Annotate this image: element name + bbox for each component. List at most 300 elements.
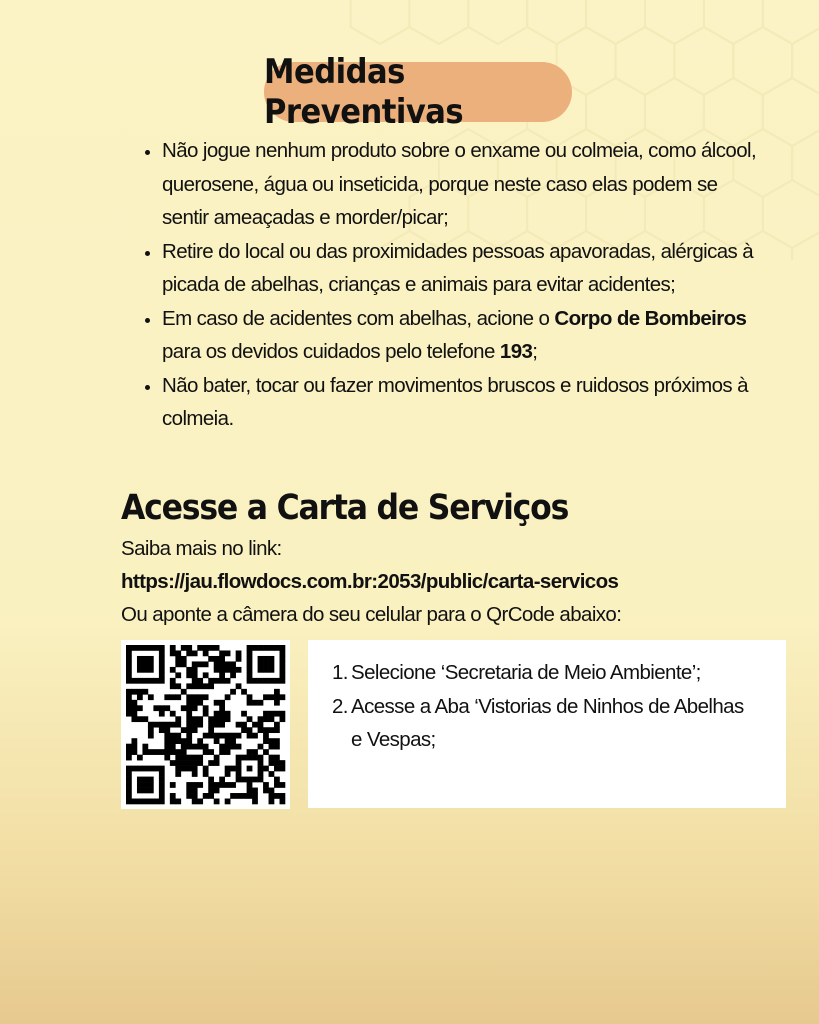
qr-module xyxy=(252,777,258,783)
qr-module xyxy=(192,667,198,673)
qr-module xyxy=(192,722,198,728)
qr-module xyxy=(192,661,198,667)
qr-module xyxy=(280,793,286,799)
qr-module xyxy=(175,738,181,744)
qr-module xyxy=(274,793,280,799)
qr-module xyxy=(148,749,154,755)
qr-module xyxy=(208,678,214,684)
qr-module xyxy=(192,760,198,766)
qr-module xyxy=(192,782,198,788)
services-heading: Acesse a Carta de Serviços xyxy=(121,488,569,528)
qr-module xyxy=(170,722,176,728)
qr-module xyxy=(219,650,225,656)
qr-module xyxy=(126,650,132,656)
qr-module xyxy=(280,782,286,788)
qr-module xyxy=(214,656,220,662)
qr-module xyxy=(137,689,143,695)
qr-module xyxy=(219,661,225,667)
qr-module xyxy=(164,727,170,733)
qr-module xyxy=(175,766,181,772)
qr-module xyxy=(181,727,187,733)
qr-module xyxy=(186,700,192,706)
qr-module xyxy=(214,711,220,717)
qr-module xyxy=(280,766,286,772)
qr-module xyxy=(142,661,148,667)
qr-module xyxy=(170,694,176,700)
qr-code-icon[interactable] xyxy=(121,640,290,809)
qr-module xyxy=(142,749,148,755)
qr-module xyxy=(186,694,192,700)
qr-module xyxy=(192,683,198,689)
qr-module xyxy=(175,755,181,761)
qr-module xyxy=(236,683,242,689)
hexagon-shape xyxy=(468,0,527,44)
qr-module xyxy=(214,716,220,722)
qr-module xyxy=(263,749,269,755)
qr-module xyxy=(175,722,181,728)
qr-module xyxy=(148,661,154,667)
qr-module xyxy=(170,749,176,755)
qr-module xyxy=(175,733,181,739)
qr-module xyxy=(126,711,132,717)
qr-module xyxy=(142,645,148,651)
qr-module xyxy=(214,760,220,766)
qr-module xyxy=(170,744,176,750)
qr-module xyxy=(137,766,143,772)
qr-module xyxy=(153,722,159,728)
qr-module xyxy=(247,733,253,739)
qr-module xyxy=(280,650,286,656)
qr-module xyxy=(203,672,209,678)
qr-module xyxy=(159,788,165,794)
qr-module xyxy=(137,716,143,722)
qr-module xyxy=(269,727,275,733)
qr-module xyxy=(263,645,269,651)
qr-module xyxy=(230,738,236,744)
qr-module xyxy=(269,656,275,662)
qr-module xyxy=(192,672,198,678)
qr-module xyxy=(214,738,220,744)
qr-module xyxy=(247,749,253,755)
qr-module xyxy=(258,645,264,651)
list-item: 2. Acesse a Aba ‘Vistorias de Ninhos de Abelhas e Vespas; xyxy=(332,694,744,751)
qr-module xyxy=(148,678,154,684)
qr-module xyxy=(263,716,269,722)
services-link[interactable]: https://jau.flowdocs.com.br:2053/public/carta-servicos xyxy=(121,570,619,593)
qr-module xyxy=(175,799,181,805)
qr-module xyxy=(186,744,192,750)
qr-module xyxy=(126,744,132,750)
qr-module xyxy=(280,667,286,673)
qr-module xyxy=(225,650,231,656)
qr-module xyxy=(225,771,231,777)
qr-module xyxy=(208,733,214,739)
qr-module xyxy=(159,727,165,733)
qr-module xyxy=(236,733,242,739)
qr-module xyxy=(225,749,231,755)
qr-module xyxy=(280,656,286,662)
qr-module xyxy=(247,793,253,799)
qr-module xyxy=(148,727,154,733)
qr-module xyxy=(280,678,286,684)
qr-module xyxy=(274,722,280,728)
qr-module xyxy=(197,782,203,788)
qr-module xyxy=(192,694,198,700)
qr-module xyxy=(170,650,176,656)
qr-module xyxy=(181,749,187,755)
qr-module xyxy=(192,744,198,750)
qr-module xyxy=(208,777,214,783)
qr-module xyxy=(280,694,286,700)
qr-module xyxy=(159,672,165,678)
qr-module xyxy=(258,661,264,667)
qr-module xyxy=(258,716,264,722)
qr-module xyxy=(214,722,220,728)
qr-module xyxy=(175,694,181,700)
qr-module xyxy=(219,722,225,728)
qr-module xyxy=(225,738,231,744)
qr-module xyxy=(137,661,143,667)
qr-module xyxy=(269,793,275,799)
qr-module xyxy=(159,645,165,651)
hexagon-shape xyxy=(733,27,792,95)
qr-module xyxy=(197,700,203,706)
qr-module xyxy=(269,788,275,794)
qr-module xyxy=(175,661,181,667)
emergency-phone: 193 xyxy=(499,340,533,363)
qr-module xyxy=(126,700,132,706)
qr-module xyxy=(181,738,187,744)
qr-module xyxy=(186,733,192,739)
qr-module xyxy=(197,722,203,728)
qr-module xyxy=(170,782,176,788)
qr-module xyxy=(214,678,220,684)
qr-module xyxy=(236,771,242,777)
qr-module xyxy=(208,782,214,788)
qr-module xyxy=(175,760,181,766)
qr-module xyxy=(214,799,220,805)
qr-module xyxy=(186,683,192,689)
qr-module xyxy=(263,661,269,667)
qr-module xyxy=(274,711,280,717)
qr-module xyxy=(241,793,247,799)
qr-module xyxy=(137,782,143,788)
qr-module xyxy=(186,645,192,651)
qr-module xyxy=(159,766,165,772)
qr-module xyxy=(269,760,275,766)
qr-module xyxy=(148,782,154,788)
qr-module xyxy=(126,705,132,711)
qr-module xyxy=(131,738,137,744)
qr-module xyxy=(203,661,209,667)
qr-module xyxy=(126,667,132,673)
qr-module xyxy=(258,744,264,750)
qr-module xyxy=(214,782,220,788)
qr-module xyxy=(230,672,236,678)
qr-module xyxy=(274,727,280,733)
qr-module xyxy=(252,700,258,706)
qr-module xyxy=(230,667,236,673)
qr-module xyxy=(258,727,264,733)
qr-module xyxy=(230,793,236,799)
hexagon-shape xyxy=(674,27,733,95)
qr-module xyxy=(219,656,225,662)
qr-module xyxy=(214,788,220,794)
qr-module xyxy=(137,705,143,711)
qr-module xyxy=(192,727,198,733)
qr-module xyxy=(131,716,137,722)
qr-module xyxy=(170,760,176,766)
qr-module xyxy=(126,672,132,678)
qr-module xyxy=(241,755,247,761)
qr-module xyxy=(263,694,269,700)
qr-module xyxy=(186,650,192,656)
qr-module xyxy=(263,678,269,684)
qr-module xyxy=(192,678,198,684)
qr-module xyxy=(126,782,132,788)
qr-module xyxy=(280,799,286,805)
qr-module xyxy=(214,755,220,761)
qr-module xyxy=(153,678,159,684)
qr-module xyxy=(197,645,203,651)
qr-module xyxy=(274,694,280,700)
qr-module xyxy=(247,777,253,783)
qr-module xyxy=(230,782,236,788)
qr-module xyxy=(269,661,275,667)
qr-module xyxy=(241,722,247,728)
qr-module xyxy=(164,738,170,744)
qr-module xyxy=(159,705,165,711)
qr-module xyxy=(269,738,275,744)
qr-module xyxy=(236,793,242,799)
qr-module xyxy=(142,788,148,794)
qr-module xyxy=(148,645,154,651)
qr-module xyxy=(219,716,225,722)
qr-module xyxy=(137,694,143,700)
qr-module xyxy=(208,749,214,755)
qr-module xyxy=(164,733,170,739)
qr-module xyxy=(142,744,148,750)
qr-module xyxy=(225,716,231,722)
qr-module xyxy=(252,678,258,684)
qr-module xyxy=(203,711,209,717)
qr-module xyxy=(175,716,181,722)
qr-module xyxy=(203,705,209,711)
qr-module xyxy=(269,645,275,651)
qr-module xyxy=(258,722,264,728)
qr-module xyxy=(170,645,176,651)
qr-module xyxy=(269,755,275,761)
qr-module xyxy=(126,799,132,805)
qr-module xyxy=(274,738,280,744)
qr-module xyxy=(164,744,170,750)
qr-module xyxy=(186,722,192,728)
qr-module xyxy=(252,733,258,739)
qr-module xyxy=(159,722,165,728)
qr-module xyxy=(225,744,231,750)
qr-module xyxy=(192,650,198,656)
qr-module xyxy=(263,766,269,772)
qr-module xyxy=(181,661,187,667)
qr-module xyxy=(208,645,214,651)
qr-module xyxy=(186,755,192,761)
qr-module xyxy=(131,678,137,684)
qr-module xyxy=(159,667,165,673)
qr-module xyxy=(126,656,132,662)
qr-module xyxy=(203,749,209,755)
list-item: • Não bater, tocar ou fazer movimentos bruscos e ruidosos próximos à colmeia. xyxy=(162,369,762,436)
qr-module xyxy=(236,667,242,673)
qr-module xyxy=(153,705,159,711)
qr-module xyxy=(137,645,143,651)
qr-module xyxy=(263,727,269,733)
qr-module xyxy=(219,744,225,750)
qr-module xyxy=(142,782,148,788)
qr-module xyxy=(192,766,198,772)
list-item: • Não jogue nenhum produto sobre o enxame ou colmeia, como álcool, querosene, água ou inseticida, porque neste caso elas podem se sentir ameaçadas e morder/picar; xyxy=(162,134,762,235)
qr-module xyxy=(241,777,247,783)
qr-module xyxy=(203,645,209,651)
qr-module xyxy=(225,661,231,667)
qr-module xyxy=(137,656,143,662)
qr-module xyxy=(137,799,143,805)
qr-module xyxy=(197,716,203,722)
qr-module xyxy=(252,645,258,651)
qr-module xyxy=(203,733,209,739)
qr-module xyxy=(280,661,286,667)
qr-module xyxy=(148,667,154,673)
qr-module xyxy=(219,678,225,684)
qr-module xyxy=(186,672,192,678)
qr-module xyxy=(247,678,253,684)
qr-module xyxy=(131,700,137,706)
qr-module xyxy=(137,678,143,684)
qr-module xyxy=(192,700,198,706)
qr-module xyxy=(131,799,137,805)
services-intro: Saiba mais no link: xyxy=(121,537,282,560)
qr-module xyxy=(230,733,236,739)
qr-module xyxy=(274,760,280,766)
qr-module xyxy=(197,683,203,689)
qr-module xyxy=(258,656,264,662)
qr-module xyxy=(126,694,132,700)
qr-module xyxy=(241,689,247,695)
list-item: 1. Selecione ‘Secretaria de Meio Ambiente’; xyxy=(332,661,701,684)
qr-module xyxy=(219,777,225,783)
qr-module xyxy=(164,722,170,728)
qr-module xyxy=(142,766,148,772)
qr-module xyxy=(208,760,214,766)
qr-module xyxy=(214,700,220,706)
qr-module xyxy=(280,672,286,678)
instructions-list xyxy=(332,656,752,757)
qr-module xyxy=(126,689,132,695)
qr-module xyxy=(192,716,198,722)
qr-module xyxy=(252,788,258,794)
qr-module xyxy=(263,782,269,788)
qr-module xyxy=(159,777,165,783)
qr-module xyxy=(247,645,253,651)
qr-module xyxy=(252,793,258,799)
qr-module xyxy=(274,689,280,695)
qr-module xyxy=(131,744,137,750)
qr-module xyxy=(159,678,165,684)
qr-module xyxy=(247,700,253,706)
qr-module xyxy=(181,656,187,662)
hexagon-shape xyxy=(645,0,704,44)
qr-module xyxy=(126,755,132,761)
qr-module xyxy=(263,711,269,717)
qr-module xyxy=(197,661,203,667)
qr-module xyxy=(159,661,165,667)
qr-module xyxy=(170,667,176,673)
qr-module xyxy=(197,744,203,750)
qr-module xyxy=(137,788,143,794)
qr-module xyxy=(219,667,225,673)
qr-module xyxy=(126,661,132,667)
qr-module xyxy=(181,760,187,766)
qr-module xyxy=(197,738,203,744)
qr-module xyxy=(219,782,225,788)
qr-module xyxy=(197,799,203,805)
qr-module xyxy=(236,755,242,761)
qr-module xyxy=(175,656,181,662)
qr-module xyxy=(186,766,192,772)
qr-module xyxy=(153,766,159,772)
list-item: • Retire do local ou das proximidades pessoas apavoradas, alérgicas à picada de abelhas, crianças e animais para evitar acidentes; xyxy=(162,235,762,302)
qr-module xyxy=(203,744,209,750)
qr-module xyxy=(153,799,159,805)
qr-module xyxy=(159,650,165,656)
qr-module xyxy=(192,799,198,805)
qr-module xyxy=(159,799,165,805)
qr-module xyxy=(214,667,220,673)
qr-module xyxy=(126,766,132,772)
qr-module xyxy=(159,793,165,799)
qr-module xyxy=(247,755,253,761)
qr-module xyxy=(208,683,214,689)
qr-module xyxy=(236,650,242,656)
qr-module xyxy=(230,744,236,750)
qr-module xyxy=(131,689,137,695)
qr-module xyxy=(181,689,187,695)
qr-module xyxy=(181,705,187,711)
hexagon-shape xyxy=(586,0,645,44)
qr-module xyxy=(170,678,176,684)
qr-module xyxy=(186,727,192,733)
qr-module xyxy=(186,793,192,799)
qr-module xyxy=(247,788,253,794)
qr-module xyxy=(225,782,231,788)
qr-module xyxy=(203,650,209,656)
qr-module xyxy=(258,760,264,766)
qr-module xyxy=(247,716,253,722)
qr-module xyxy=(274,645,280,651)
qr-module xyxy=(274,782,280,788)
qr-module xyxy=(280,760,286,766)
page-title: Medidas Preventivas xyxy=(264,52,464,132)
qr-module xyxy=(219,733,225,739)
qr-module xyxy=(197,678,203,684)
qr-module xyxy=(247,650,253,656)
qr-module xyxy=(159,711,165,717)
qr-module xyxy=(186,738,192,744)
qr-module xyxy=(225,694,231,700)
qr-module xyxy=(137,777,143,783)
qr-module xyxy=(274,678,280,684)
qr-module xyxy=(170,799,176,805)
instructions-panel xyxy=(308,640,786,808)
